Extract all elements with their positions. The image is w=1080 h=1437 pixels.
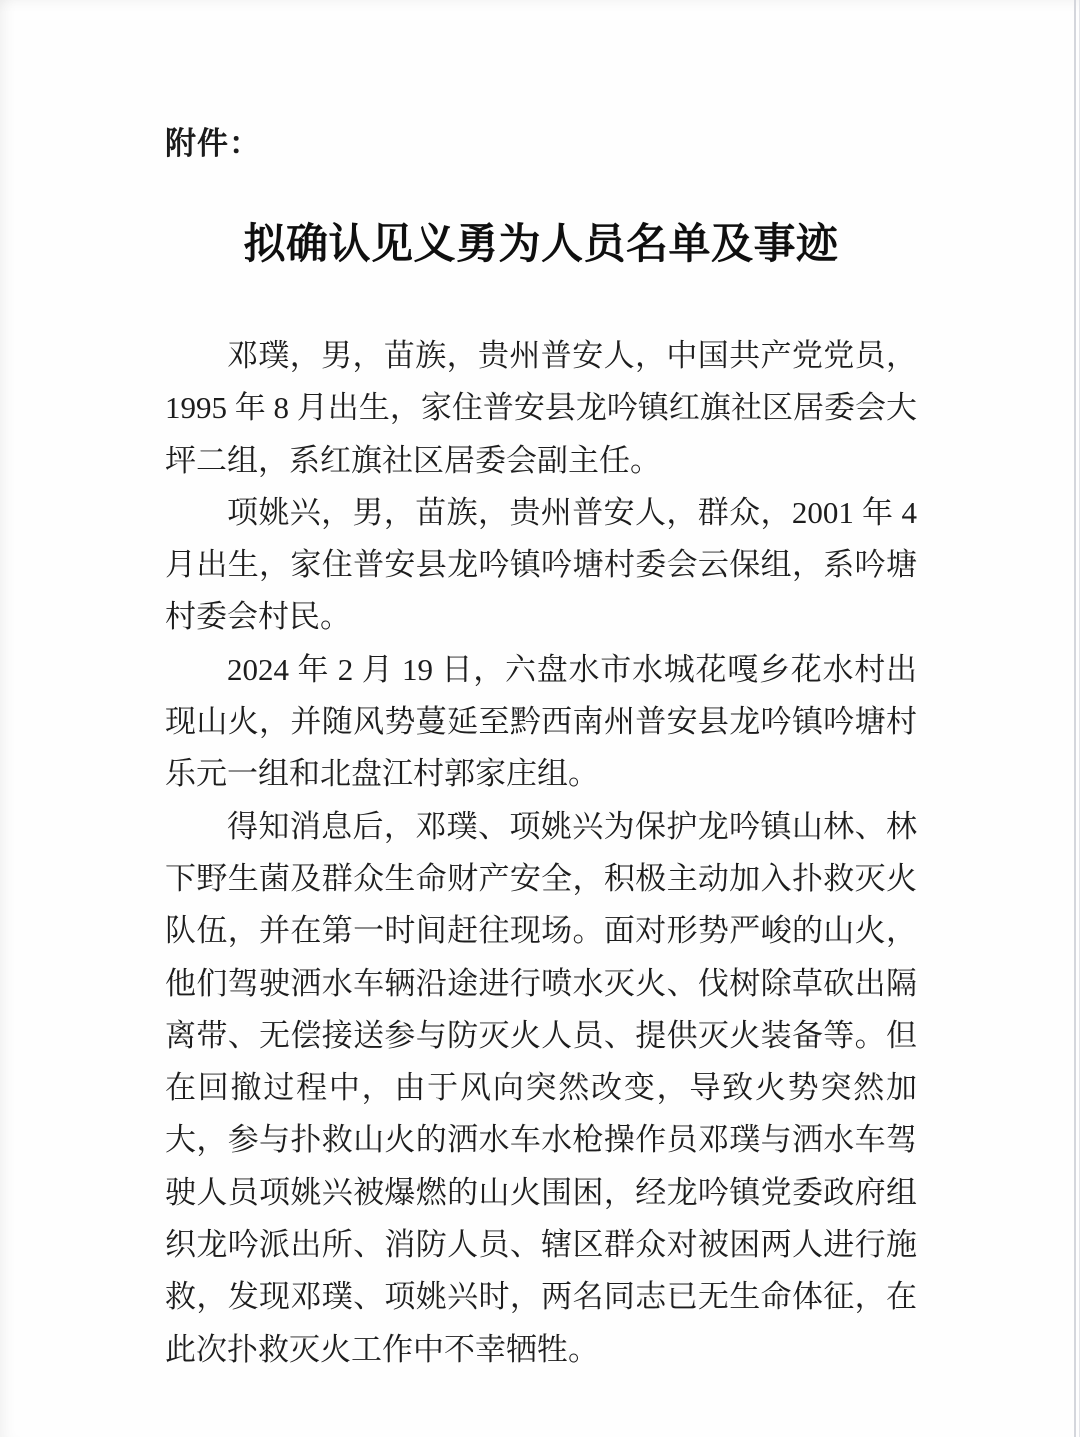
document-title: 拟确认见义勇为人员名单及事迹 [243, 222, 839, 268]
paragraph-fire-outbreak: 2024 年 2 月 19 日，六盘水市水城花嘎乡花水村出现山火，并随风势蔓延至黔西南州普安县龙吟镇吟塘村乐元一组和北盘江村郭家庄组。 [165, 651, 917, 792]
document-content [165, 0, 917, 1376]
paragraph-rescue-deeds: 得知消息后，邓璞、项姚兴为保护龙吟镇山林、林下野生菌及群众生命财产安全，积极主动加入扑救灭火队伍，并在第一时间赶往现场。面对形势严峻的山火，他们驾驶洒水车辆沿途进行喷水灭火、伐树除草砍出隔离带、无偿接送参与防灭火人员、提供灭火装备等。但在回撤过程中，由于风向突然改变，导致火势突然加大，参与扑救山火的洒水车水枪操作员邓璞与洒水车驾驶人员项姚兴被爆燃的山火围困，经龙吟镇党委政府组织龙吟派出所、消防人员、辖区群众对被困两人进行施救，发现邓璞、项姚兴时，两名同志已无生命体征，在此次扑救灭火工作中不幸牺牲。 [165, 808, 917, 1367]
attachment-label: 附件： [165, 126, 261, 161]
paragraph-xiang-yaoxing-profile: 项姚兴，男，苗族，贵州普安人，群众，2001 年 4 月出生，家住普安县龙吟镇吟塘村委会云保组，系吟塘村委会村民。 [165, 494, 917, 635]
paragraph-deng-pu-profile: 邓璞，男，苗族，贵州普安人，中国共产党党员，1995 年 8 月出生，家住普安县龙吟镇红旗社区居委会大坪二组，系红旗社区居委会副主任。 [165, 338, 917, 478]
document-body [165, 330, 917, 1376]
page-right-edge-line [1074, 0, 1076, 1437]
